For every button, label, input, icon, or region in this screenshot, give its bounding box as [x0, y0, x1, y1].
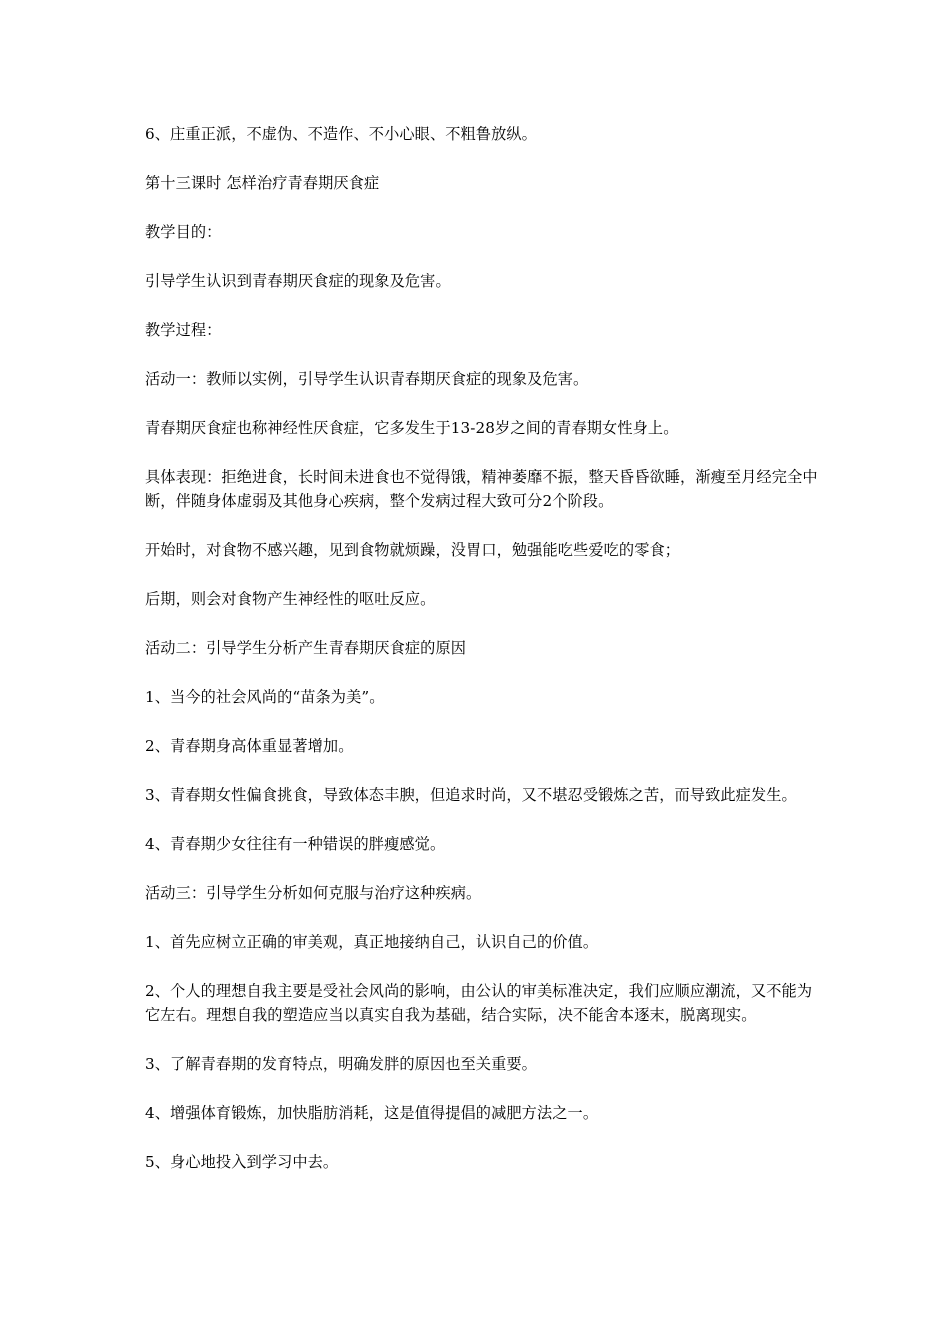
stage-two-paragraph: 后期，则会对食物产生神经性的呕吐反应。: [145, 590, 436, 608]
section-heading-process: 教学过程：: [145, 321, 222, 339]
activity-three-heading: 活动三：引导学生分析如何克服与治疗这种疾病。: [145, 884, 482, 902]
cause-item-1: 1、当今的社会风尚的“苗条为美”。: [145, 688, 385, 706]
cause-item-3: 3、青春期女性偏食挑食，导致体态丰腴，但追求时尚，又不堪忍受锻炼之苦，而导致此症发生。: [145, 786, 797, 804]
activity-two-heading: 活动二：引导学生分析产生青春期厌食症的原因: [145, 639, 467, 657]
activity-one-heading: 活动一：教师以实例，引导学生认识青春期厌食症的现象及危害。: [145, 370, 589, 388]
cause-item-2: 2、青春期身高体重显著增加。: [145, 737, 354, 755]
section-heading-objective: 教学目的：: [145, 223, 222, 241]
lesson-title: 第十三课时 怎样治疗青春期厌食症: [145, 174, 380, 192]
document-body: [145, 122, 825, 1199]
treatment-item-1: 1、首先应树立正确的审美观，真正地接纳自己，认识自己的价值。: [145, 933, 599, 951]
treatment-item-5: 5、身心地投入到学习中去。: [145, 1153, 339, 1171]
objective-text: 引导学生认识到青春期厌食症的现象及危害。: [145, 272, 451, 290]
paragraph-item-6-conduct: 6、庄重正派，不虚伪、不造作、不小心眼、不粗鲁放纵。: [145, 125, 537, 143]
definition-paragraph: 青春期厌食症也称神经性厌食症，它多发生于13-28岁之间的青春期女性身上。: [145, 419, 679, 437]
treatment-item-4: 4、增强体育锻炼，加快脂肪消耗，这是值得提倡的减肥方法之一。: [145, 1104, 599, 1122]
cause-item-4: 4、青春期少女往往有一种错误的胖瘦感觉。: [145, 835, 446, 853]
symptoms-paragraph: 具体表现：拒绝进食，长时间未进食也不觉得饿，精神萎靡不振，整天昏昏欲睡，渐瘦至月经完全中断，伴随身体虚弱及其他身心疾病，整个发病过程大致可分2个阶段。: [145, 468, 818, 510]
stage-one-paragraph: 开始时，对食物不感兴趣，见到食物就烦躁，没胃口，勉强能吃些爱吃的零食；: [145, 541, 681, 559]
treatment-item-2: 2、个人的理想自我主要是受社会风尚的影响，由公认的审美标准决定，我们应顺应潮流，又不能为它左右。理想自我的塑造应当以真实自我为基础，结合实际，决不能舍本逐末，脱离现实。: [145, 982, 813, 1024]
treatment-item-3: 3、了解青春期的发育特点，明确发胖的原因也至关重要。: [145, 1055, 537, 1073]
